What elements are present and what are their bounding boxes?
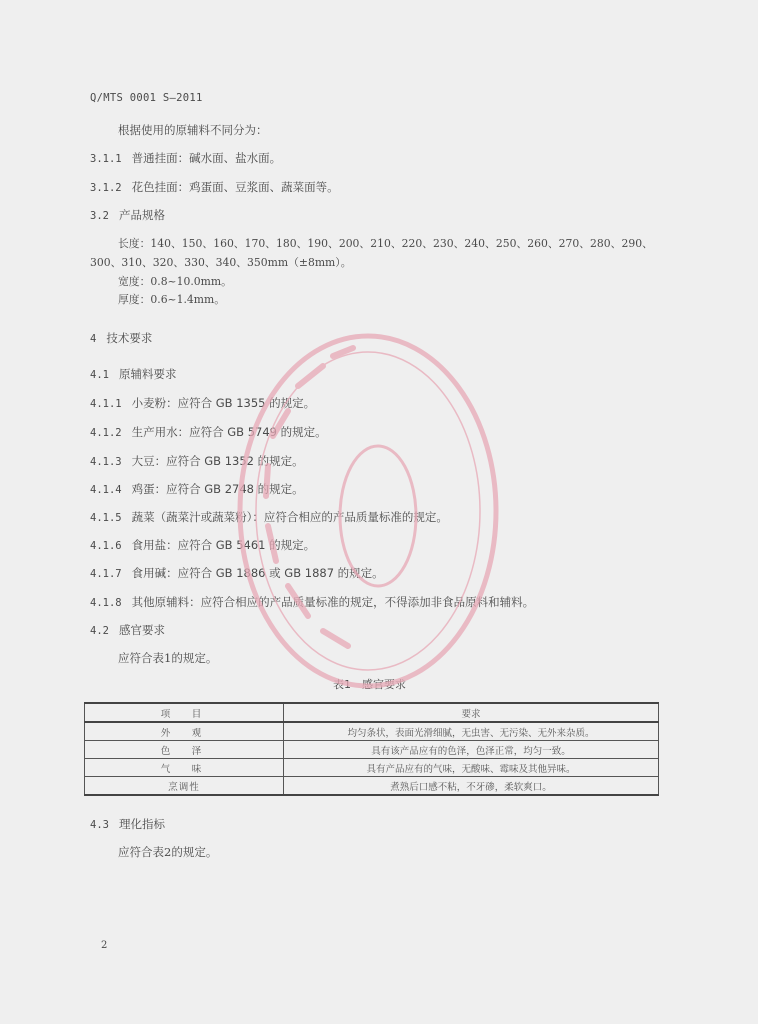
section-number: 4.2	[90, 625, 109, 637]
section-number: 4.1.5	[90, 512, 122, 524]
page-number: 2	[101, 940, 108, 951]
table-header-item: 项 目	[85, 703, 284, 722]
section-number: 3.2	[90, 210, 109, 222]
section-number: 4.1.3	[90, 456, 122, 468]
section-number: 4.1.4	[90, 484, 122, 496]
spec-thickness: 厚度：0.6~1.4mm。	[118, 293, 226, 306]
section-text: 大豆：应符合 GB 1352 的规定。	[131, 454, 304, 468]
section-4-1-8	[90, 594, 534, 611]
section-text: 生产用水：应符合 GB 5749 的规定。	[131, 425, 327, 439]
table-cell-item: 外 观	[85, 722, 284, 741]
table1-caption: 表1 感官要求	[333, 678, 406, 691]
section-4-1-2	[90, 424, 327, 441]
section-4-1-4	[90, 481, 304, 498]
section-number: 4.1.8	[90, 597, 122, 609]
section-number: 4.1.1	[90, 398, 122, 410]
table-row	[85, 741, 659, 759]
section-text: 理化指标	[118, 817, 165, 831]
section-text: 普通挂面：碱水面、盐水面。	[131, 151, 282, 165]
table-cell-requirement: 具有该产品应有的色泽，色泽正常，均匀一致。	[284, 741, 659, 759]
section-number: 4.1.7	[90, 568, 122, 580]
sensory-note: 应符合表1的规定。	[118, 651, 218, 665]
section-text: 技术要求	[106, 331, 153, 345]
table-row	[85, 759, 659, 777]
table-cell-requirement: 均匀条状，表面光滑细腻，无虫害、无污染、无外来杂质。	[284, 722, 659, 741]
table-header-requirement: 要求	[284, 703, 659, 722]
table-cell-item: 烹调性	[85, 777, 284, 796]
section-4-heading	[90, 330, 152, 347]
section-number: 3.1.2	[90, 182, 122, 194]
intro-text: 根据使用的原辅料不同分为：	[118, 123, 268, 137]
table-cell-requirement: 具有产品应有的气味，无酸味、霉味及其他异味。	[284, 759, 659, 777]
section-3-2	[90, 207, 165, 224]
section-text: 小麦粉：应符合 GB 1355 的规定。	[131, 396, 316, 410]
section-4-1-3	[90, 453, 304, 470]
section-4-3	[90, 816, 165, 833]
section-text: 蔬菜（蔬菜汁或蔬菜粉）：应符合相应的产品质量标准的规定。	[131, 510, 448, 524]
section-number: 4.1.2	[90, 427, 122, 439]
section-text: 食用碱：应符合 GB 1886 或 GB 1887 的规定。	[131, 566, 384, 580]
section-text: 其他原辅料：应符合相应的产品质量标准的规定，不得添加非食品原料和辅料。	[131, 595, 535, 609]
section-4-1-1	[90, 395, 315, 412]
section-text: 产品规格	[118, 208, 165, 222]
table-row	[85, 722, 659, 741]
section-text: 食用盐：应符合 GB 5461 的规定。	[131, 538, 316, 552]
section-number: 4	[90, 333, 97, 345]
section-text: 感官要求	[118, 623, 165, 637]
section-4-1	[90, 366, 176, 383]
table-cell-item: 色 泽	[85, 741, 284, 759]
table-row	[85, 777, 659, 796]
physchem-note: 应符合表2的规定。	[118, 845, 218, 859]
section-text: 花色挂面：鸡蛋面、豆浆面、蔬菜面等。	[131, 180, 339, 194]
section-4-1-7	[90, 565, 384, 582]
section-number: 3.1.1	[90, 153, 122, 165]
section-number: 4.1.6	[90, 540, 122, 552]
section-4-1-6	[90, 537, 315, 554]
section-4-1-5	[90, 509, 448, 526]
section-4-2	[90, 622, 165, 639]
spec-width: 宽度：0.8~10.0mm。	[118, 275, 232, 288]
doc-code: Q/MTS 0001 S—2011	[90, 92, 203, 104]
table-header-row	[85, 703, 659, 722]
section-3-1-2	[90, 179, 339, 196]
spec-length-line1: 长度：140、150、160、170、180、190、200、210、220、230、240、250、260、270、280、290、	[118, 237, 653, 250]
section-text: 原辅料要求	[118, 367, 177, 381]
table-cell-item: 气 味	[85, 759, 284, 777]
section-text: 鸡蛋：应符合 GB 2748 的规定。	[131, 482, 304, 496]
section-number: 4.3	[90, 819, 109, 831]
sensory-table	[84, 702, 659, 796]
section-3-1-1	[90, 150, 281, 167]
table-cell-requirement: 煮熟后口感不粘，不牙碜，柔软爽口。	[284, 777, 659, 796]
section-number: 4.1	[90, 369, 109, 381]
spec-length-line2: 300、310、320、330、340、350mm（±8mm）。	[90, 256, 352, 269]
